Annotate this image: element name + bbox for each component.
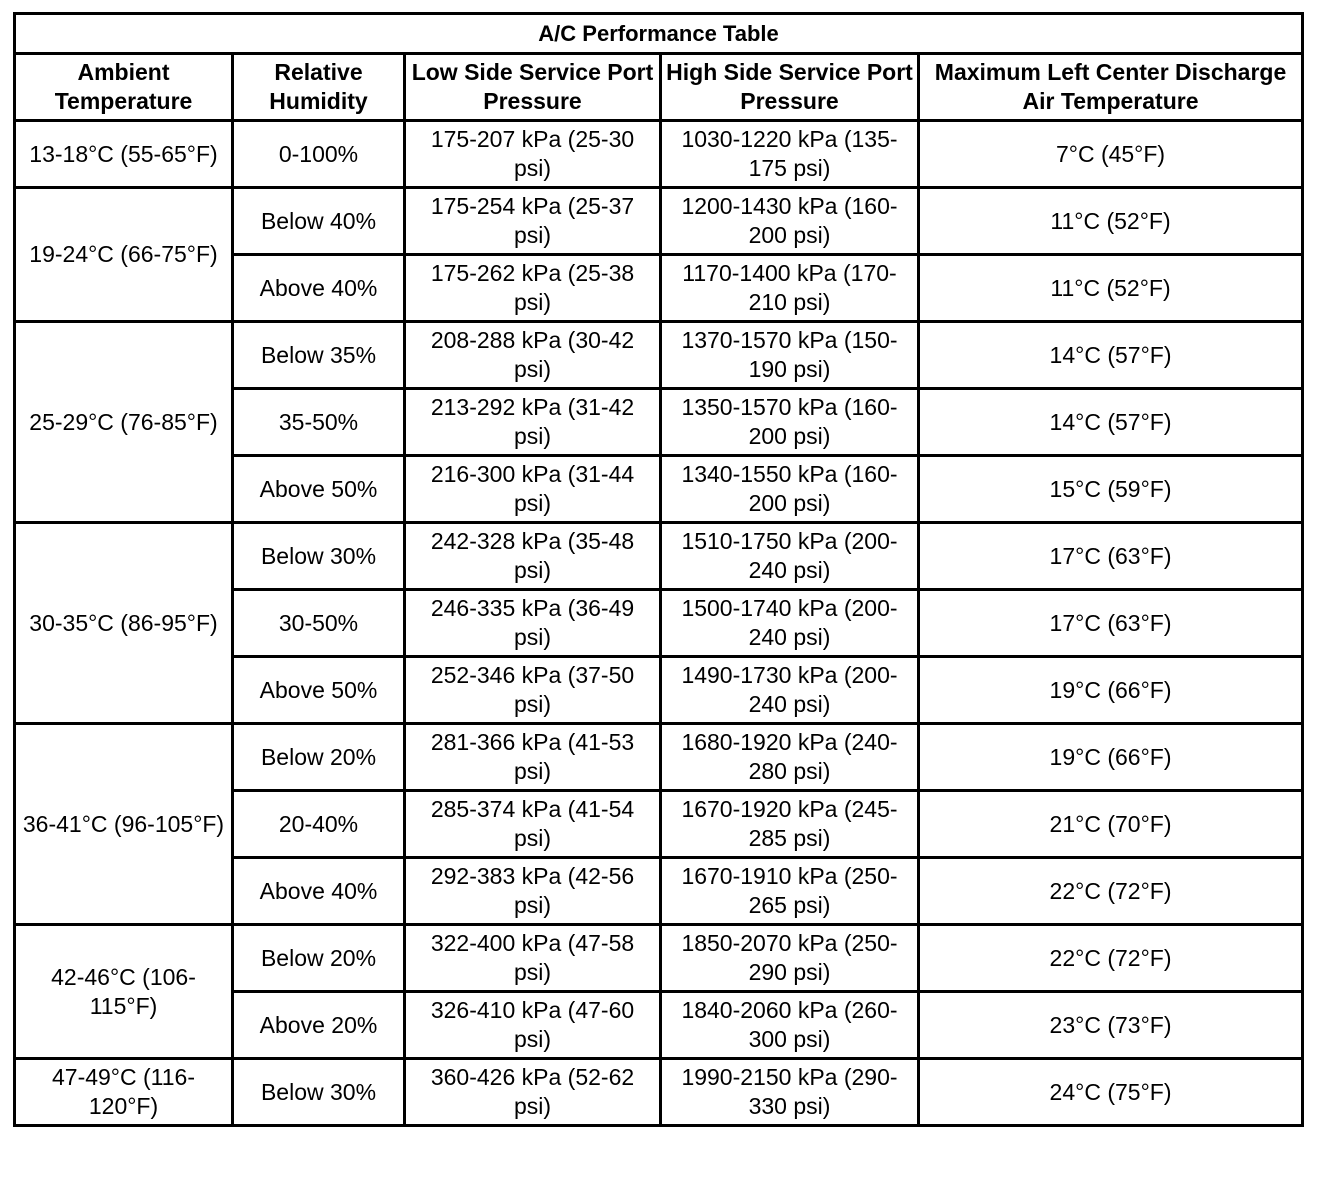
relative-humidity-cell: Below 40%	[233, 188, 405, 255]
relative-humidity-cell: 0-100%	[233, 121, 405, 188]
ambient-temperature-cell: 13-18°C (55-65°F)	[15, 121, 233, 188]
discharge-air-temperature-cell: 17°C (63°F)	[919, 590, 1303, 657]
discharge-air-temperature-cell: 7°C (45°F)	[919, 121, 1303, 188]
ac-performance-table	[13, 12, 1304, 1127]
low-side-pressure-cell: 360-426 kPa (52-62 psi)	[405, 1059, 661, 1126]
high-side-pressure-cell: 1850-2070 kPa (250-290 psi)	[661, 925, 919, 992]
ambient-temperature-cell: 42-46°C (106-115°F)	[15, 925, 233, 1059]
relative-humidity-cell: 35-50%	[233, 389, 405, 456]
header-relative-humidity: Relative Humidity	[233, 54, 405, 121]
low-side-pressure-cell: 326-410 kPa (47-60 psi)	[405, 992, 661, 1059]
discharge-air-temperature-cell: 22°C (72°F)	[919, 925, 1303, 992]
table-row	[15, 925, 1303, 992]
high-side-pressure-cell: 1490-1730 kPa (200-240 psi)	[661, 657, 919, 724]
relative-humidity-cell: Above 50%	[233, 657, 405, 724]
relative-humidity-cell: Below 30%	[233, 523, 405, 590]
ambient-temperature-cell: 30-35°C (86-95°F)	[15, 523, 233, 724]
high-side-pressure-cell: 1670-1920 kPa (245-285 psi)	[661, 791, 919, 858]
discharge-air-temperature-cell: 14°C (57°F)	[919, 322, 1303, 389]
relative-humidity-cell: Below 20%	[233, 925, 405, 992]
low-side-pressure-cell: 285-374 kPa (41-54 psi)	[405, 791, 661, 858]
discharge-air-temperature-cell: 21°C (70°F)	[919, 791, 1303, 858]
high-side-pressure-cell: 1680-1920 kPa (240-280 psi)	[661, 724, 919, 791]
relative-humidity-cell: Below 30%	[233, 1059, 405, 1126]
relative-humidity-cell: Below 35%	[233, 322, 405, 389]
high-side-pressure-cell: 1500-1740 kPa (200-240 psi)	[661, 590, 919, 657]
high-side-pressure-cell: 1510-1750 kPa (200-240 psi)	[661, 523, 919, 590]
table-row	[15, 322, 1303, 389]
low-side-pressure-cell: 246-335 kPa (36-49 psi)	[405, 590, 661, 657]
relative-humidity-cell: 30-50%	[233, 590, 405, 657]
low-side-pressure-cell: 175-254 kPa (25-37 psi)	[405, 188, 661, 255]
header-high-side-pressure: High Side Service Port Pressure	[661, 54, 919, 121]
discharge-air-temperature-cell: 19°C (66°F)	[919, 657, 1303, 724]
low-side-pressure-cell: 322-400 kPa (47-58 psi)	[405, 925, 661, 992]
table-body	[15, 121, 1303, 1126]
ambient-temperature-cell: 36-41°C (96-105°F)	[15, 724, 233, 925]
high-side-pressure-cell: 1200-1430 kPa (160-200 psi)	[661, 188, 919, 255]
table-title: A/C Performance Table	[15, 14, 1303, 54]
discharge-air-temperature-cell: 17°C (63°F)	[919, 523, 1303, 590]
header-ambient-temperature: Ambient Temperature	[15, 54, 233, 121]
high-side-pressure-cell: 1170-1400 kPa (170-210 psi)	[661, 255, 919, 322]
table-title-row	[15, 14, 1303, 54]
relative-humidity-cell: Above 40%	[233, 858, 405, 925]
discharge-air-temperature-cell: 24°C (75°F)	[919, 1059, 1303, 1126]
high-side-pressure-cell: 1840-2060 kPa (260-300 psi)	[661, 992, 919, 1059]
relative-humidity-cell: Above 50%	[233, 456, 405, 523]
discharge-air-temperature-cell: 14°C (57°F)	[919, 389, 1303, 456]
low-side-pressure-cell: 252-346 kPa (37-50 psi)	[405, 657, 661, 724]
discharge-air-temperature-cell: 19°C (66°F)	[919, 724, 1303, 791]
low-side-pressure-cell: 216-300 kPa (31-44 psi)	[405, 456, 661, 523]
high-side-pressure-cell: 1670-1910 kPa (250-265 psi)	[661, 858, 919, 925]
low-side-pressure-cell: 175-207 kPa (25-30 psi)	[405, 121, 661, 188]
table-row	[15, 523, 1303, 590]
ambient-temperature-cell: 19-24°C (66-75°F)	[15, 188, 233, 322]
discharge-air-temperature-cell: 15°C (59°F)	[919, 456, 1303, 523]
low-side-pressure-cell: 213-292 kPa (31-42 psi)	[405, 389, 661, 456]
table-row	[15, 121, 1303, 188]
high-side-pressure-cell: 1990-2150 kPa (290-330 psi)	[661, 1059, 919, 1126]
table-header-row	[15, 54, 1303, 121]
discharge-air-temperature-cell: 22°C (72°F)	[919, 858, 1303, 925]
header-low-side-pressure: Low Side Service Port Pressure	[405, 54, 661, 121]
low-side-pressure-cell: 292-383 kPa (42-56 psi)	[405, 858, 661, 925]
discharge-air-temperature-cell: 11°C (52°F)	[919, 255, 1303, 322]
header-discharge-air-temperature: Maximum Left Center Discharge Air Temperature	[919, 54, 1303, 121]
relative-humidity-cell: Above 40%	[233, 255, 405, 322]
discharge-air-temperature-cell: 23°C (73°F)	[919, 992, 1303, 1059]
high-side-pressure-cell: 1350-1570 kPa (160-200 psi)	[661, 389, 919, 456]
low-side-pressure-cell: 175-262 kPa (25-38 psi)	[405, 255, 661, 322]
relative-humidity-cell: 20-40%	[233, 791, 405, 858]
ambient-temperature-cell: 25-29°C (76-85°F)	[15, 322, 233, 523]
ambient-temperature-cell: 47-49°C (116-120°F)	[15, 1059, 233, 1126]
table-row	[15, 724, 1303, 791]
discharge-air-temperature-cell: 11°C (52°F)	[919, 188, 1303, 255]
high-side-pressure-cell: 1370-1570 kPa (150-190 psi)	[661, 322, 919, 389]
relative-humidity-cell: Above 20%	[233, 992, 405, 1059]
relative-humidity-cell: Below 20%	[233, 724, 405, 791]
table-row	[15, 1059, 1303, 1126]
high-side-pressure-cell: 1030-1220 kPa (135-175 psi)	[661, 121, 919, 188]
high-side-pressure-cell: 1340-1550 kPa (160-200 psi)	[661, 456, 919, 523]
low-side-pressure-cell: 242-328 kPa (35-48 psi)	[405, 523, 661, 590]
low-side-pressure-cell: 281-366 kPa (41-53 psi)	[405, 724, 661, 791]
low-side-pressure-cell: 208-288 kPa (30-42 psi)	[405, 322, 661, 389]
table-row	[15, 188, 1303, 255]
